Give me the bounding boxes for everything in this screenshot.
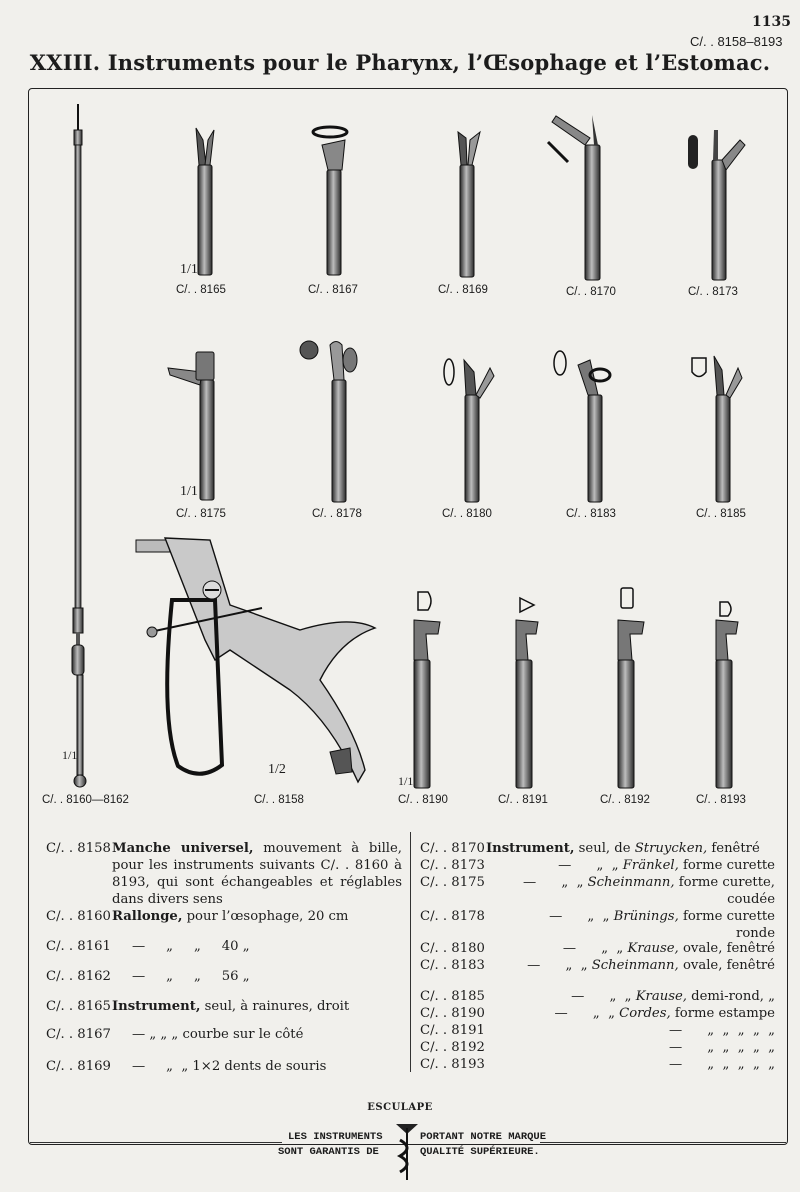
entry-text: pour l’œsophage, 20 cm [182,909,349,924]
entry-name: Scheinmann, [587,875,675,890]
entry-name: Krause, [627,941,679,956]
entry-name: Cordes, [619,1006,671,1021]
caption-8173: C/. . 8173 [688,286,738,298]
esculape-caduceus-logo [396,1124,418,1180]
caption-8190: C/. . 8190 [398,794,448,806]
column-divider [410,832,411,1072]
entry-name: Struycken, [634,841,708,856]
scale-mark: 1/2 [268,762,286,777]
tip-8191-drawing [516,598,538,788]
entry-name: Brünings, [613,909,679,924]
caption-8175: C/. . 8175 [176,508,226,520]
tip-8173-drawing [688,130,745,280]
entry-code: C/. . 8180 [420,941,485,956]
entry-label: Manche universel, [112,841,254,856]
footer-brand: ESCULAPE [367,1102,433,1113]
entry-code: C/. . 8185 [420,989,485,1004]
tip-8185-drawing [692,356,742,502]
entry-rest: ovale, fenêtré [678,941,775,956]
entry-code: C/. . 8169 [46,1059,111,1074]
tip-8183-drawing [554,351,610,502]
tip-8190-drawing [414,592,440,788]
entry-code: C/. . 8191 [420,1023,485,1038]
footer-line2-left: SONT GARANTIS DE [278,1146,379,1158]
description-right-column [420,840,775,1080]
caption-8183: C/. . 8183 [566,508,616,520]
footer-line1-left: LES INSTRUMENTS [288,1131,383,1143]
entry-code: C/. . 8193 [420,1057,485,1072]
footer-rule-right [540,1142,786,1143]
entry-rest: forme curette ronde [678,909,775,941]
entry-code: C/. . 8165 [46,999,111,1014]
entry-text: seul, de [574,841,635,856]
entry-code: C/. . 8183 [420,958,485,973]
entry-code: C/. . 8192 [420,1040,485,1055]
caption-8165: C/. . 8165 [176,284,226,296]
tip-8169-drawing [458,132,480,277]
tip-8180-drawing [444,359,494,502]
page-title: XXIII. Instruments pour le Pharynx, l’Œsophage et l’Estomac. [29,50,771,75]
caption-8158: C/. . 8158 [254,794,304,806]
tip-8192-drawing [618,588,644,788]
scale-mark: 1/1 [398,774,414,788]
entry-label: Instrument, [112,999,201,1014]
entry-text: — „ „ 56 „ [132,969,250,984]
entry-label: Instrument, [486,841,575,856]
entry-label: Rallonge, [112,909,183,924]
entry-text: seul, à rainures, droit [200,999,350,1014]
entry-rest: forme curette [678,858,775,873]
entry-code: C/. . 8190 [420,1006,485,1021]
caption-8193: C/. . 8193 [696,794,746,806]
entry-text: — „ „ 40 „ [132,939,250,954]
tip-8178-drawing [300,341,357,502]
tip-8193-drawing [716,602,738,788]
handle-8158-drawing [136,538,375,782]
caption-8178: C/. . 8178 [312,508,362,520]
entry-text: — „ „ [549,909,614,924]
footer-line1-right: PORTANT NOTRE MARQUE [420,1131,547,1143]
entry-text: — „ „ „ „ „ [668,1057,775,1072]
entry-text: — „ „ „ courbe sur le côté [132,1027,304,1042]
caption-8169: C/. . 8169 [438,284,488,296]
caption-8170: C/. . 8170 [566,286,616,298]
description-left-column [46,840,402,1080]
entry-rest: ovale, fenêtré [678,958,775,973]
entry-text: — „ „ [562,941,628,956]
entry-code: C/. . 8170 [420,841,485,856]
entry-code: C/. . 8173 [420,858,485,873]
tip-8165-drawing [196,128,214,275]
entry-text: — „ „ [523,875,588,890]
caption-8185: C/. . 8185 [696,508,746,520]
caption-8191: C/. . 8191 [498,794,548,806]
entry-text: — „ „ [554,1006,620,1021]
entry-text: — „ „ [527,958,592,973]
entry-text: mouvement à bille, pour les instruments suivants C/. . 8160 à 8193, qui sont échangeables et réglables dans divers sens [112,841,402,907]
rod-8160-drawing [72,104,86,787]
entry-text: — „ „ 1×2 dents de souris [132,1059,327,1074]
catalog-range: C/. . 8158–8193 [690,34,783,49]
scale-mark: 1/1 [180,484,198,499]
entry-code: C/. . 8167 [46,1027,111,1042]
entry-rest: forme curette, coudée [674,875,775,907]
entry-rest: demi-rond, „ [686,989,775,1004]
entry-name: Scheinmann, [591,958,679,973]
tip-8175-drawing [168,352,214,500]
entry-name: Fränkel, [622,858,679,873]
entry-code: C/. . 8175 [420,875,485,890]
entry-text: — „ „ „ „ „ [668,1023,775,1038]
caption-8180: C/. . 8180 [442,508,492,520]
caption-8167: C/. . 8167 [308,284,358,296]
footer-line2-right: QUALITÉ SUPÉRIEURE. [420,1146,540,1158]
entry-text: — „ „ „ „ „ [668,1040,775,1055]
entry-rest: forme estampe [670,1006,775,1021]
entry-code: C/. . 8158 [46,841,111,856]
footer-rule-left [30,1142,282,1143]
tip-8170-drawing [548,115,600,280]
tip-8167-drawing [313,127,347,275]
scale-mark: 1/1 [180,262,198,277]
entry-code: C/. . 8161 [46,939,111,954]
caption-8160-8162: C/. . 8160—8162 [42,794,129,806]
scale-mark: 1/1 [62,748,78,762]
entry-code: C/. . 8162 [46,969,111,984]
entry-text: — „ „ [571,989,636,1004]
entry-rest: fenêtré [707,841,760,856]
caption-8192: C/. . 8192 [600,794,650,806]
page-number: 1135 [752,14,791,30]
entry-code: C/. . 8178 [420,909,485,924]
entry-name: Krause, [635,989,687,1004]
entry-code: C/. . 8160 [46,909,111,924]
entry-text: — „ „ [558,858,623,873]
